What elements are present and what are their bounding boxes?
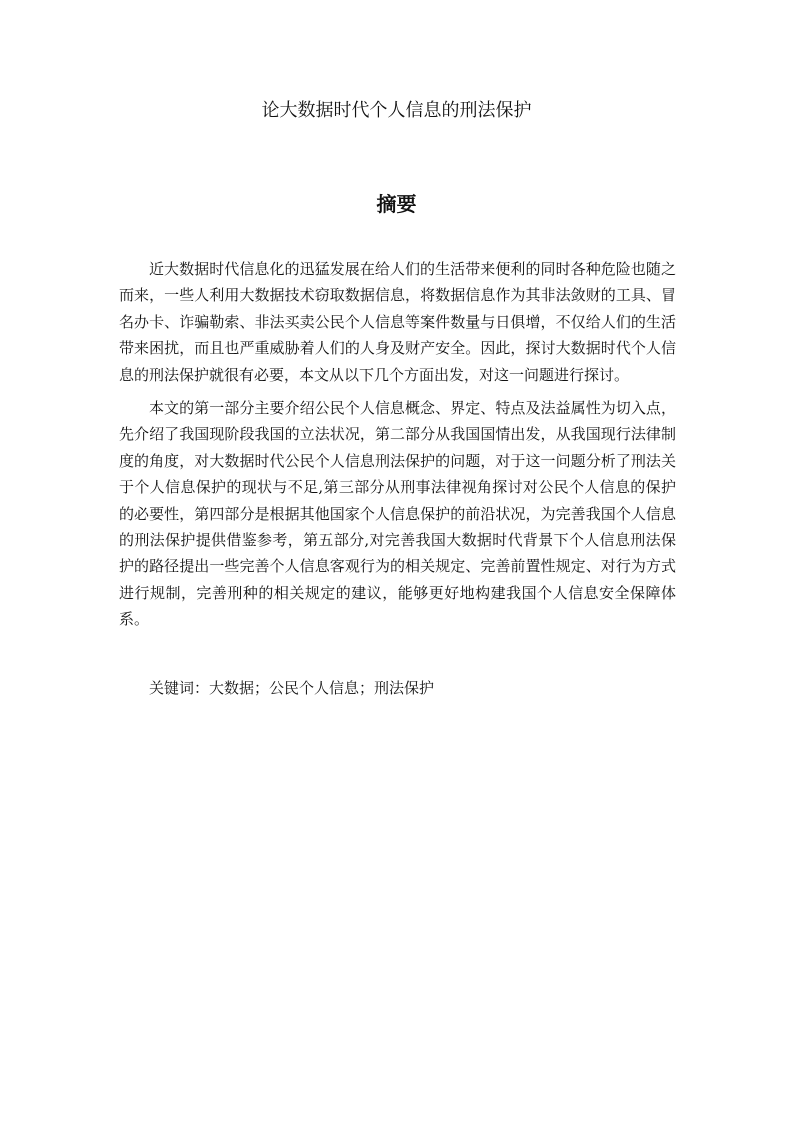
abstract-body bbox=[119, 256, 676, 640]
abstract-heading: 摘要 bbox=[376, 192, 417, 216]
abstract-paragraph-1: 近大数据时代信息化的迅猛发展在给人们的生活带来便利的同时各种危险也随之而来，一些人利用大数据技术窃取数据信息，将数据信息作为其非法敛财的工具、冒名办卡、诈骗勒索、非法买卖公民个人信息等案件数量与日俱增，不仅给人们的生活带来困扰，而且也严重威胁着人们的人身及财产安全。因此，探讨大数据时代个人信息的刑法保护就很有必要，本文从以下几个方面出发，对这一问题进行探讨。 bbox=[119, 260, 676, 384]
abstract-paragraph-2: 本文的第一部分主要介绍公民个人信息概念、界定、特点及法益属性为切入点，先介绍了我国现阶段我国的立法状况，第二部分从我国国情出发，从我国现行法律制度的角度，对大数据时代公民个人信息刑法保护的问题，对于这一问题分析了刑法关于个人信息保护的现状与不足,第三部分从刑事法律视角探讨对公民个人信息的保护的必要性，第四部分是根据其他国家个人信息保护的前沿状况，为完善我国个人信息的刑法保护提供借鉴参考，第五部分,对完善我国大数据时代背景下个人信息刑法保护的路径提出一些完善个人信息客观行为的相关规定、完善前置性规定、对行为方式进行规制，完善刑种的相关规定的建议，能够更好地构建我国个人信息安全保障体系。 bbox=[119, 399, 676, 629]
document-title: 论大数据时代个人信息的刑法保护 bbox=[261, 100, 532, 121]
keywords-line: 关键词：大数据；公民个人信息；刑法保护 bbox=[149, 679, 435, 697]
